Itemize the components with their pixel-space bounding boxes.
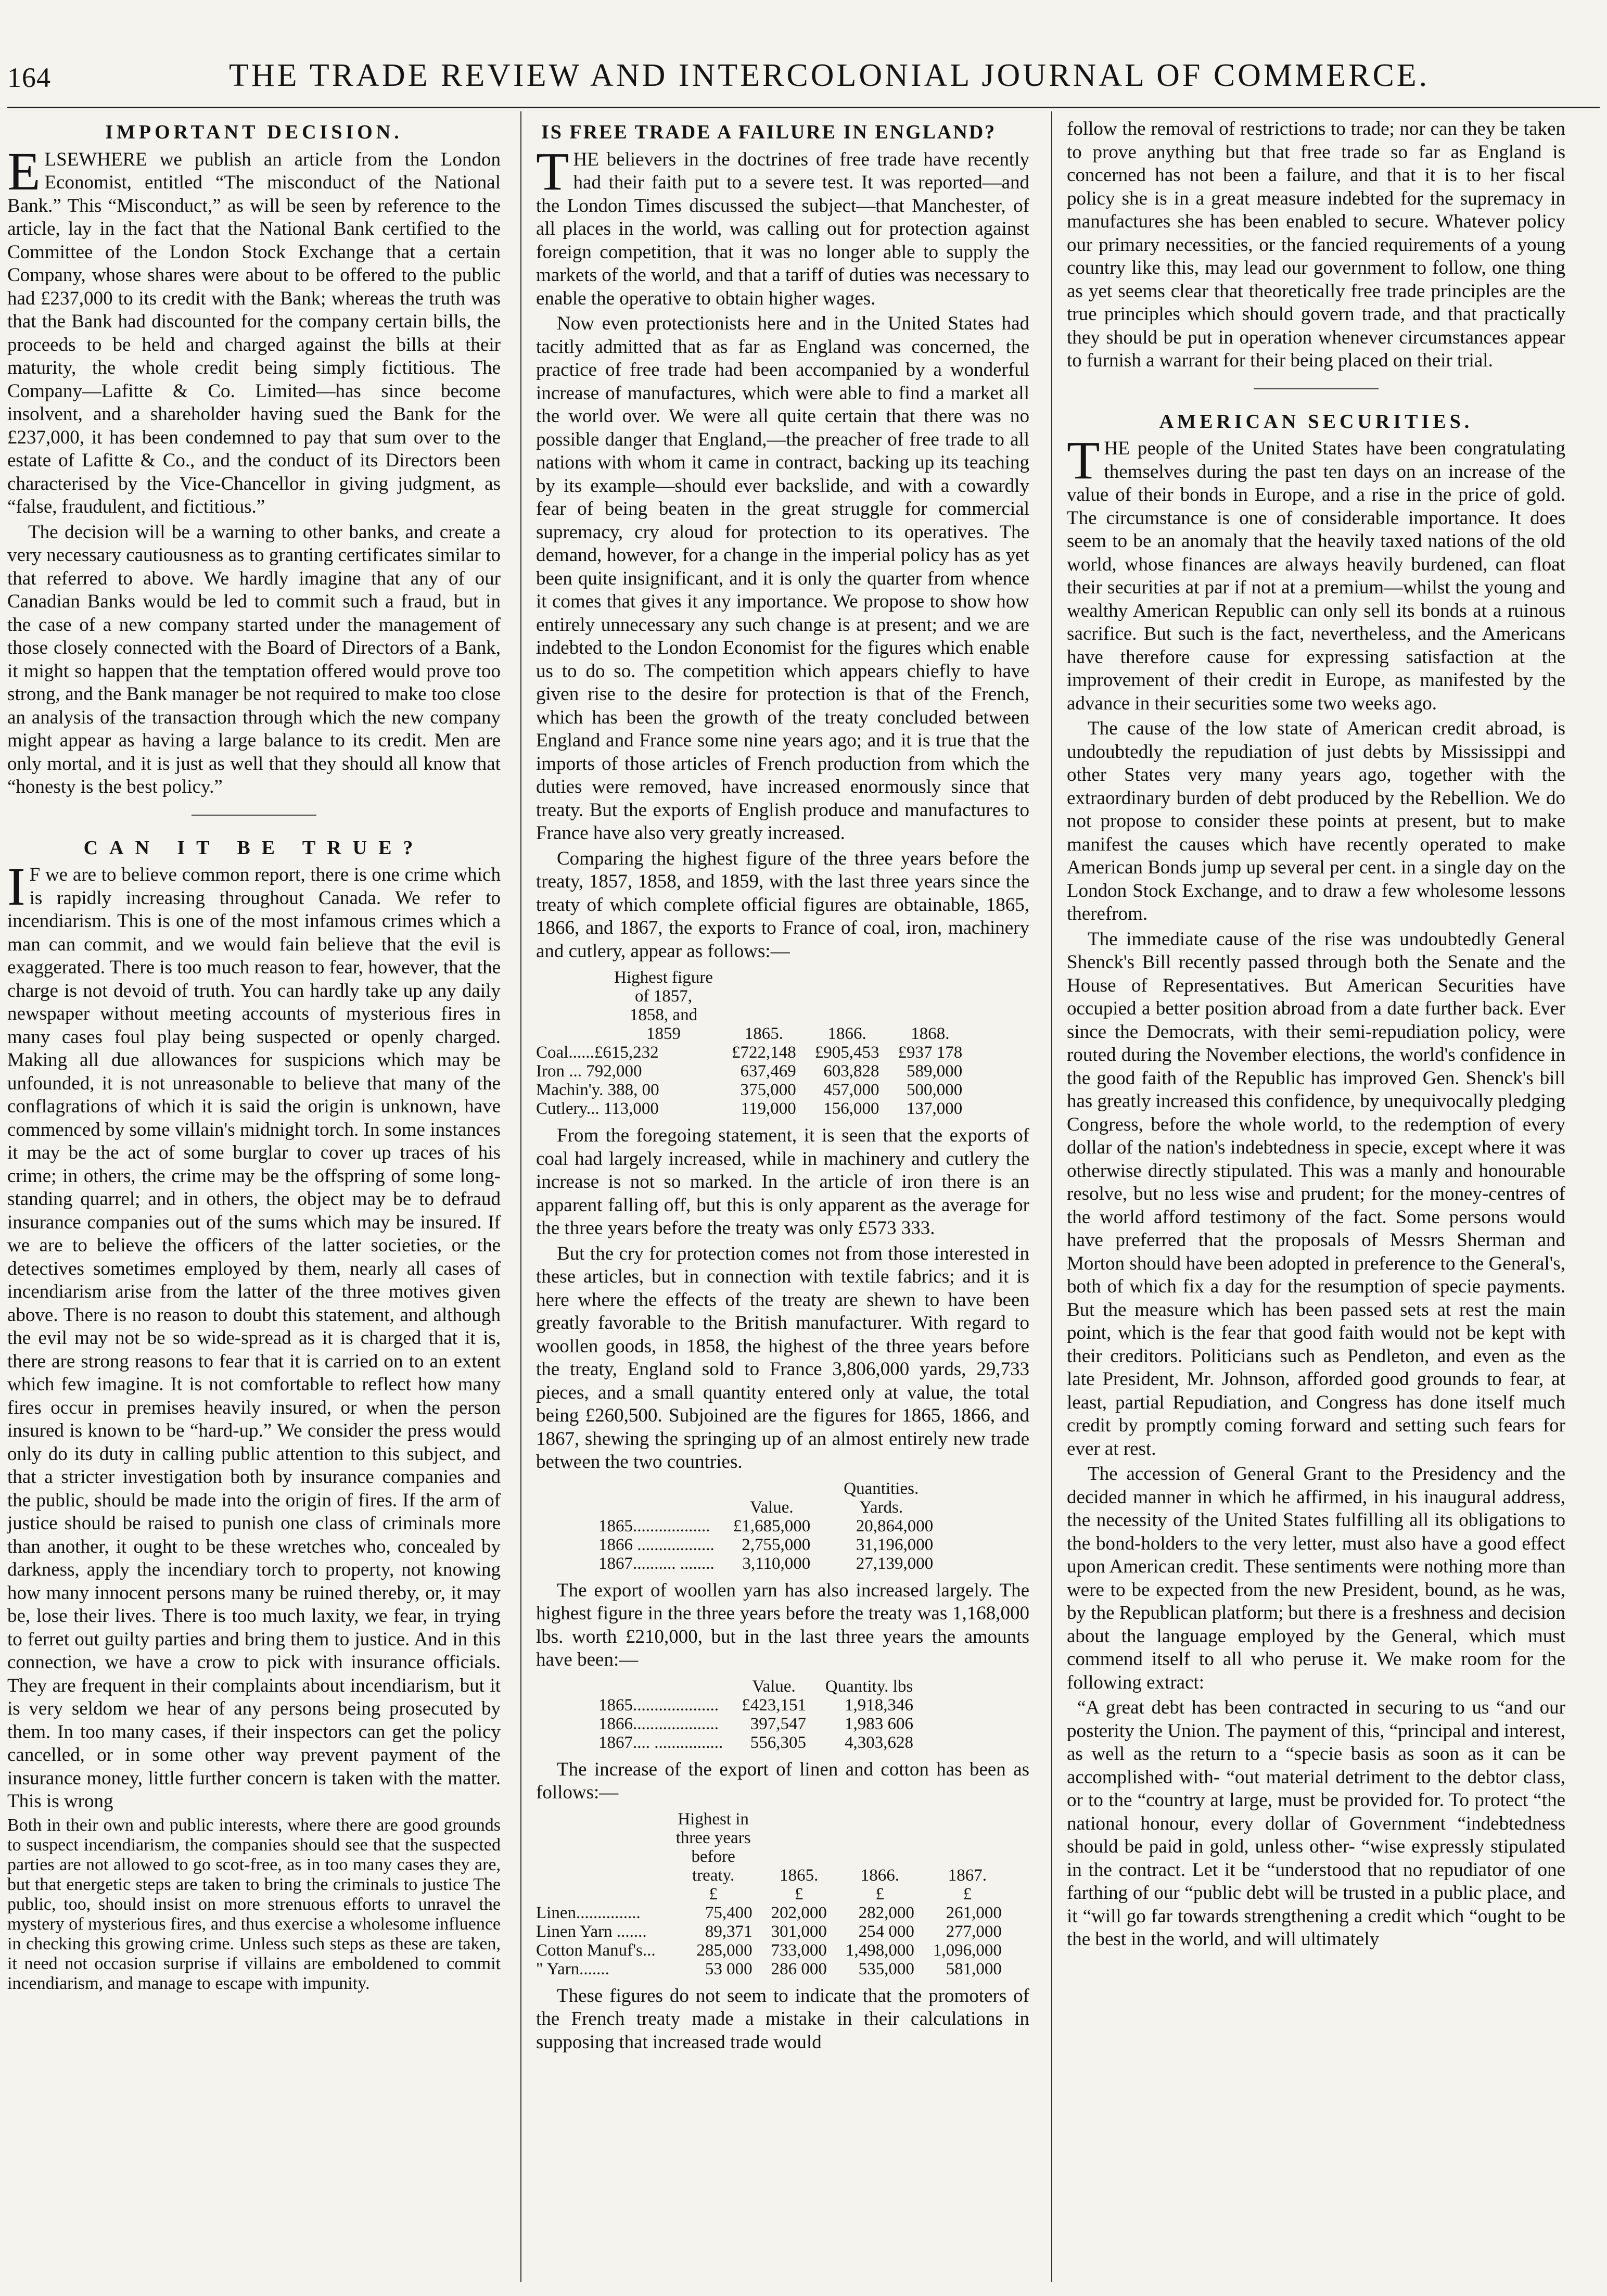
article-paragraph: Comparing the highest figure of the three years before the treaty, 1857, 1858, and 1859, with the last three years since the treaty of which complete official figures are obtainable, 1865, 1866, and 1867, the exports to France of coal, iron, machinery and cutlery, appear as follows:— [536, 847, 1029, 962]
table-cell: 285,000 [696, 1940, 753, 1960]
article-paragraph: From the foregoing statement, it is seen that the exports of coal had largely increased, while in machinery and cutlery the increase is not so marked. In the article of iron there is an apparent falling off, but this is only apparent as the average for the three years before the treaty was only £573 333. [536, 1125, 1029, 1239]
article-separator [192, 815, 316, 816]
table-header-row [598, 1677, 923, 1696]
header-rule [7, 107, 1600, 108]
table-cell: 1865.................. [598, 1516, 710, 1536]
article-title-american-securities: AMERICAN SECURITIES. [1159, 410, 1473, 433]
table-cell: 3,110,000 [742, 1554, 811, 1573]
table-header: Quantities. Yards. [844, 1479, 919, 1517]
article-paragraph: The cause of the low state of American credit abroad, is undoubtedly the repudiation of just debts by Mississippi and other States very many years ago, together with the extraordinary burden of debt produced by the Rebellion. We do not propose to consider these points at present, but to make manifest the causes which have recently operated to make American Bonds jump up several per cent. in a single day on the London Stock Exchange, and to draw a few wholesome lessons therefrom. [1067, 718, 1565, 924]
table-cell: 277,000 [946, 1922, 1002, 1941]
table-row [536, 1099, 972, 1118]
article-title-free-trade: IS FREE TRADE A FAILURE IN ENGLAND? [541, 121, 997, 143]
table-cell: 1867.... ................ [598, 1733, 723, 1752]
article-paragraph: Both in their own and public interests, where there are good grounds to suspect incendiarism, the companies should see that the suspected parties are not allowed to go scot-free, as in too many cases they are, but that energetic steps are taken to bring the criminals to justice The public, too, should insist on more strenuous efforts to unravel the mystery of mysterious fires, and thus exercise a wholesome influence in checking this growing crime. Unless such steps as these are taken, it need not occasion surprise if villains are emboldened to commit incendiarism, and manage to escape with impunity. [7, 1815, 501, 1993]
table-cell: 89,371 [705, 1922, 753, 1941]
table-cell [536, 1885, 665, 1904]
table-row [536, 1904, 1011, 1922]
table-header: 1865. [780, 1866, 819, 1885]
article-paragraph: The accession of General Grant to the Presidency and the decided manner in which he affirmed, in his inaugural address, the necessity of the United States fulfilling all its obligations to the bond-holders to the very letter, must also have a good effect upon American credit. These sentiments were nothing more than were to be expected from the new President, bound, as he was, by the Republican platform; but there is a freshness and decision about the language employed by the General, which must commend itself to all who peruse it. We make room for the following extract: [1067, 1463, 1565, 1693]
article-title-important-decision: IMPORTANT DECISION. [105, 121, 403, 143]
column-divider [520, 111, 521, 2282]
column-3 [1067, 118, 1565, 1953]
article-paragraph: The immediate cause of the rise was undoubtedly General Shenck's Bill recently passed through both the Senate and the House of Representatives. But American Securities have occupied a better position abroad from a date further back. Ever since the Democrats, with their semi-repudiation policy, were routed during the November elections, the world's confidence in the good faith of the Republic has improved Gen. Shenck's bill has greatly increased this confidence, by unequivocally pledging Congress, before the whole world, to the redemption of every dollar of the nation's indebtedness in specie, except where it was otherwise directly stipulated. This was a manly and honourable resolve, but no less wise and prudent; for the money-centres of the world afford testimony of the fact. Some persons would have preferred that the proposals of Messrs Sherman and Morton should have been adopted in preference to the General's, both of which fix a day for the resumption of specie payments. But the measure which has been passed sets at rest the main point, which is the fear that good faith would not be kept with their creditors. Politicians such as Pendleton, and even as the late President, Mr. Johnson, afforded good grounds to fear, at least, partial Repudiation, and Congress has done itself much credit by promptly coming forward and setting such fears for ever at rest. [1067, 928, 1565, 1460]
article-paragraph: But the cry for protection comes not from those interested in these articles, but in connection with textile fabrics; and it is here where the effects of the treaty are shewn to have been greatly favorable to the British manufacturer. With regard to woollen goods, in 1858, the highest of the three years before the treaty, England sold to France 3,806,000 yards, 29,733 pieces, and a small quantity entered only at value, the total being £260,500. Subjoined are the figures for 1865, 1866, and 1867, shewing the springing up of an almost entirely new trade between the two countries. [536, 1242, 1029, 1473]
table-header: 1867. [948, 1866, 987, 1885]
paragraph-text: LSEWHERE we publish an article from the London Economist, entitled “The misconduct of the National Bank.” This “Misconduct,” as will be seen by reference to the article, lay in the fact that the National Bank certified to the Committee of the London Stock Exchange that a certain Company, whose shares were about to be offered to the public had £237,000 to its credit with the Bank; whereas the truth was that the Bank had discounted for the company certain bills, the proceeds to be held and charged against the bills at their maturity, the whole credit being simply fictitious. The Company—Lafitte & Co. Limited—has since become insolvent, and a shareholder having sued the Bank for the £237,000, it has been condemned to pay that sum over to the estate of Lafitte & Co., and the conduct of its Directors been characterised by the Vice-Chancellor in giving judgment, as “false, fraudulent, and fictitious.” [7, 148, 501, 517]
table-cell: £ [795, 1884, 803, 1904]
table-cell: " Yarn....... [536, 1959, 609, 1978]
table-cell [536, 1081, 722, 1099]
linen-cotton-table [536, 1810, 1011, 1978]
article-title-can-it-be-true: CAN IT BE TRUE? [83, 836, 425, 859]
table-header-row [598, 1479, 942, 1517]
row-label: Iron ... [536, 1062, 582, 1081]
table-cell: £1,685,000 [733, 1516, 811, 1536]
table-cell: 2,755,000 [742, 1535, 811, 1554]
table-units-row [536, 1885, 1011, 1904]
article-paragraph: The export of woollen yarn has also increased largely. The highest figure in the three years before the treaty was 1,168,000 lbs. worth £210,000, but in the last three years the amounts have been:— [536, 1579, 1029, 1670]
table-cell: 556,305 [750, 1733, 806, 1752]
table-cell: 53 000 [705, 1959, 753, 1978]
table-cell: £937 178 [898, 1043, 963, 1062]
table-cell: 156,000 [823, 1099, 879, 1118]
table-cell: 1,498,000 [845, 1940, 914, 1960]
table-cell: 500,000 [907, 1081, 963, 1099]
table-cell: £ [875, 1884, 885, 1904]
article-paragraph [7, 857, 501, 1813]
table-row [598, 1696, 923, 1715]
table-cell: 1866 .................. [598, 1535, 715, 1554]
drop-cap: T [536, 141, 569, 201]
table-header-row [536, 1810, 1011, 1885]
drop-cap: E [7, 141, 41, 201]
paragraph-text: F we are to believe common report, there is one crime which is rapidly increasing throughout Canada. We refer to incendiarism. This is one of the most infamous crimes which a man can commit, and we would fain believe that the evil is exaggerated. There is too much reason to fear, however, that the charge is not devoid of truth. You can hardly take up any daily newspaper without meeting accounts of mysterious fires in many cases foul play being suspected or openly charged. Making all due allowances for suspicions which may be unfounded, it is not unreasonable to believe that many of the conflagrations of which it is said the origin is unknown, have commenced by some villain's midnight torch. In some instances it may be the act of some burglar to cover up traces of his crime; in others, the crime may be the offspring of some long-standing quarrel; and in others, the object may be to defraud insurance companies out of the sums which may be insured. If we are to believe the officers of the latter societies, or the detectives sometimes employed by them, nearly all cases of incendiarism arise from the latter of the three motives given above. There is no reason to doubt this statement, and although the evil may not be so wide-spread as it is charged that it is, there are strong reasons to fear that it is carried on to an extent which few imagine. It is not comfortable to reflect how many fires occur in premises heavily insured, or when the person insured is known to be “hard-up.” We consider the press would only do its duty in calling public attention to this subject, and that a stricter investigation both by insurance companies and the public, should be made into the origin of fires. If the arm of justice should be raised to punish one class of criminals more than another, it ought to be these wretches who, concealed by darkness, apply the incendiary torch to property, not knowing how many innocent persons many be ruined thereby, or, it may be, lose their lives. There is too much laxity, we fear, in trying to ferret out guilty parties and bring them to justice. And in this connection, we have a crow to pick with insurance officials. They are frequent in their complaints about incendiarism, but it is very seldom we hear of any persons being prosecuted by them. In too many cases, if their inspectors can get the policy cancelled, or in some other way prevent payment of the insurance money, little further concern is taken with the matter. This is wrong [7, 864, 501, 1812]
table-row [598, 1554, 942, 1573]
table-cell: 1866.................... [598, 1714, 719, 1733]
table-cell: Linen............... [536, 1903, 641, 1922]
drop-cap: T [1067, 430, 1100, 490]
drop-cap: I [7, 857, 25, 917]
article-paragraph [536, 141, 1029, 311]
journal-title: THE TRADE REVIEW AND INTERCOLONIAL JOURNAL OF COMMERCE. [229, 58, 1430, 93]
article-paragraph-continued: follow the removal of restrictions to trade; nor can they be taken to prove anything but that free trade so far as England is concerned has not been a failure, and that it is to her fiscal policy she is in a great measure indebted for the supremacy in manufactures she has been enabled to secure. Whatever policy our primary necessities, or the fancied requirements of a young country like this, may lead our government to follow, one thing as yet seems clear that theoretically free trade principles are the true principles which should govern trade, and that practically they should be put in operation whenever circumstances appear to furnish a warrant for their being placed on their trial. [1067, 118, 1565, 371]
table-cell: 397,547 [750, 1714, 806, 1733]
table-cell [536, 1062, 722, 1081]
table-cell: 375,000 [740, 1081, 796, 1099]
article-paragraph: These figures do not seem to indicate that the promoters of the French treaty made a mistake in their calculations in supposing that increased trade would [536, 1985, 1029, 2053]
table-header: 1866. [860, 1866, 899, 1885]
table-header: 1865. [744, 1024, 783, 1043]
table-header [598, 1677, 732, 1696]
table-cell: 282,000 [858, 1903, 914, 1922]
table-header: 1868. [911, 1024, 950, 1043]
table-row [598, 1715, 923, 1733]
table-cell: 603,828 [823, 1062, 879, 1081]
cell-value: 388, 00 [607, 1081, 659, 1099]
row-label: Coal...... [536, 1043, 594, 1062]
table-header [598, 1479, 724, 1517]
cell-value: £615,232 [594, 1043, 659, 1062]
table-cell: £722,148 [732, 1043, 796, 1062]
table-cell: 261,000 [946, 1903, 1002, 1922]
table-row [536, 1922, 1011, 1941]
table-row [598, 1517, 942, 1536]
page-header [0, 0, 1607, 109]
table-row [598, 1733, 923, 1752]
table-cell: Linen Yarn ....... [536, 1922, 647, 1941]
table-cell: 1,096,000 [933, 1940, 1002, 1960]
column-2 [536, 118, 1029, 2056]
article-paragraph [7, 141, 501, 519]
table-cell: Cotton Manuf's... [536, 1940, 656, 1960]
column-1 [7, 118, 501, 1996]
article-paragraph: Now even protectionists here and in the United States had tacitly admitted that as far as England was concerned, the practice of free trade had been accompanied by a wonderful increase of manufactures, which were able to find a market all the world over. We were all quite certain that there was no possible danger that England,—the preacher of free trade to all nations with whom it came in contract, backing up its teaching by its example—should ever backslide, and with a cowardly fear of being beaten in the great struggle for commercial supremacy, cry aloud for protection to its operatives. The demand, however, for a change in the imperial policy has as yet been quite insignificant, and it is only the quarter from whence it comes that gives it any importance. We propose to show how entirely unnecessary any such change is at present; and we are indebted to the London Economist for the figures which enable us to do so. The competition which appears chiefly to have given rise to the desire for protection is that of the French, which has been the growth of the treaty concluded between England and France some nine years ago; and it is true that the imports of those articles of French production from which the duties were removed, have increased enormously since that treaty. But the exports of English produce and manufactures to France have also very greatly increased. [536, 313, 1029, 844]
row-label: Machin'y. [536, 1081, 604, 1099]
table-row [536, 1960, 1011, 1978]
table-header: Value. [750, 1498, 794, 1517]
table-header: Highest figure of 1857, 1858, and 1859 [614, 968, 713, 1043]
table-cell: 1865.................... [598, 1695, 719, 1715]
table-cell: 457,000 [823, 1081, 879, 1099]
table-cell: 1867.......... ........ [598, 1554, 715, 1573]
table-cell: 31,196,000 [856, 1535, 934, 1554]
table-cell: 581,000 [946, 1959, 1002, 1978]
table-cell: 589,000 [907, 1062, 963, 1081]
woollen-yarn-table [598, 1677, 923, 1752]
table-cell: 733,000 [771, 1940, 827, 1960]
table-row [536, 1062, 972, 1081]
table-header-row [536, 968, 972, 1043]
table-cell: £905,453 [814, 1043, 879, 1062]
table-header: Quantity. lbs [825, 1677, 913, 1696]
table-cell: 286 000 [771, 1959, 827, 1978]
table-header: Value. [752, 1677, 796, 1696]
table-cell: £423,151 [742, 1695, 806, 1715]
exports-table-coal-iron [536, 968, 972, 1118]
table-cell: 119,000 [741, 1099, 796, 1118]
table-cell: 254 000 [858, 1922, 914, 1941]
table-cell: 1,918,346 [845, 1695, 913, 1715]
table-cell [536, 1099, 722, 1118]
table-cell: 20,864,000 [856, 1516, 934, 1536]
article-paragraph [1067, 430, 1565, 715]
paragraph-text: HE believers in the doctrines of free trade have recently had their faith put to a severe test. It was reported—and the London Times discussed the subject—that Manchester, of all places in the world, was calling out for protection against foreign competition, that it was no longer able to supply the markets of the world, and that a tariff of duties was necessary to enable the operative to obtain higher wages. [536, 148, 1029, 309]
table-header [536, 1810, 665, 1885]
table-cell: £ [709, 1884, 718, 1904]
table-cell: 637,469 [740, 1062, 796, 1081]
article-separator [1254, 388, 1379, 389]
table-row [598, 1536, 942, 1554]
article-paragraph: The decision will be a warning to other banks, and create a very necessary cautiousness as to granting certificates similar to that referred to above. We hardly imagine that any of our Canadian Banks would be led to commit such a fraud, but in the case of a new company started under the management of those closely connected with the Board of Directors of a Bank, it might so happen that the temptation offered would prove too strong, and the Bank manager be not required to make too close an analysis of the transaction through which the new company might appear as having a large balance to its credit. Men are only mortal, and it is just as well that they should all know that “honesty is the best policy.” [7, 521, 501, 797]
cell-value: 792,000 [586, 1062, 642, 1081]
table-cell: 4,303,628 [845, 1733, 913, 1752]
page-number: 164 [7, 62, 51, 93]
article-paragraph: The increase of the export of linen and cotton has been as follows:— [536, 1758, 1029, 1803]
paragraph-text: HE people of the United States have been congratulating themselves during the past ten days on an increase of the value of their bonds in Europe, and a rise in the price of gold. The circumstance is one of considerable importance. It does seem to be an anomaly that the heavily taxed nations of the old world, whose finances are always heavily burdened, can float their securities at par if not at a premium—whilst the young and wealthy American Republic can only sell its bonds at a ruinous sacrifice. But such is the fact, nevertheless, and the Americans have therefore cause for expressing satisfaction at the improvement of their credit in Europe, as manifested by the advance in their securities some two weeks ago. [1067, 438, 1565, 714]
table-cell: £ [963, 1884, 972, 1904]
table-header: Highest in three years before treaty. [675, 1809, 751, 1885]
table-row [536, 1043, 972, 1062]
table-cell: 75,400 [705, 1903, 753, 1922]
row-label: Cutlery... [536, 1099, 600, 1118]
table-cell: 535,000 [858, 1959, 914, 1978]
inaugural-address-quote: “A great debt has been contracted in securing to us “and our posterity the Union. The payment of this, “principal and interest, as well as the return to a “specie basis as soon as it can be accomplished with- “out material detriment to the debtor class, or to the “country at large, must be provided for. To protect “the national honour, every dollar of Government “indebtedness should be paid in gold, unless other- “wise expressly stipulated in the contract. Let it be “understood that no repudiator of one farthing of our “public debt will be trusted in a public place, and it “will go far towards strengthening a credit which “ought to be the best in the world, and will ultimately [1067, 1697, 1565, 1950]
table-cell: 27,139,000 [856, 1554, 934, 1573]
table-row [536, 1941, 1011, 1960]
woollen-goods-table [598, 1479, 942, 1573]
table-cell: 202,000 [771, 1903, 827, 1922]
table-cell: 137,000 [907, 1099, 963, 1118]
cell-value: 113,000 [603, 1099, 659, 1118]
table-cell: 1,983 606 [845, 1714, 913, 1733]
table-header: 1866. [827, 1024, 866, 1043]
table-cell [536, 1043, 722, 1062]
table-row [536, 1081, 972, 1099]
table-cell: 301,000 [771, 1922, 827, 1941]
column-divider [1051, 111, 1052, 2282]
